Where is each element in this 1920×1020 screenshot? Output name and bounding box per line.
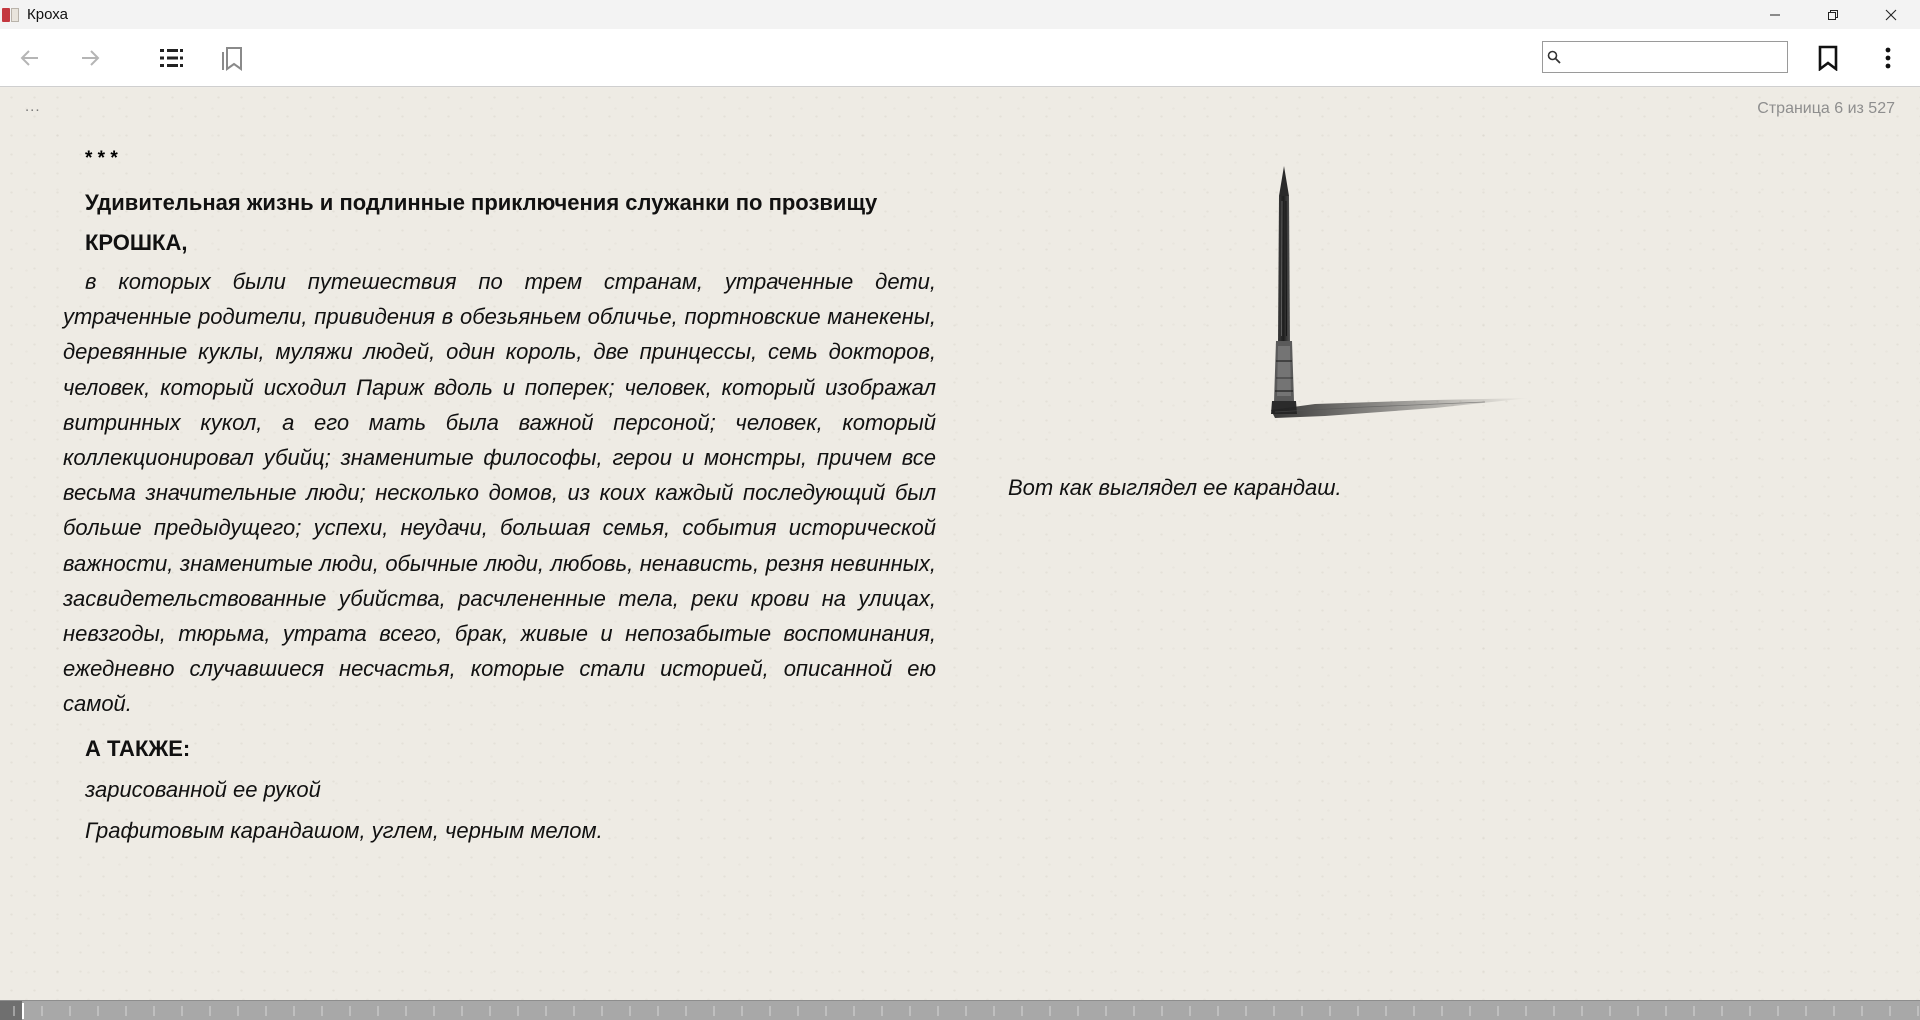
chapter-breadcrumb[interactable]: ... (25, 98, 41, 115)
add-bookmark-button[interactable] (1808, 38, 1848, 78)
progress-marker[interactable] (22, 1003, 24, 1019)
close-button[interactable] (1862, 0, 1920, 29)
bookmarks-list-button[interactable] (212, 38, 252, 78)
restore-icon (1827, 9, 1839, 21)
table-of-contents-button[interactable] (152, 38, 192, 78)
title-bar (0, 0, 1920, 29)
back-button[interactable] (10, 38, 50, 78)
bookmarks-list-icon (219, 45, 245, 71)
window-controls (1746, 0, 1920, 29)
toolbar (0, 29, 1920, 87)
minimize-button[interactable] (1746, 0, 1804, 29)
app-book-icon (2, 8, 20, 22)
window-title: Кроха (27, 6, 68, 23)
page-indicator: Страница 6 из 527 (1757, 100, 1895, 117)
search-input[interactable] (1565, 43, 1787, 71)
more-vertical-icon (1884, 46, 1892, 70)
reading-progress-bar[interactable] (0, 1000, 1920, 1020)
book-title-name: КРОШКА, (85, 230, 188, 255)
reading-area[interactable] (0, 88, 1920, 1000)
description-paragraph: в которых были путешествия по трем странам, утраченные дети, утраченные родители, привидения в обезьяньем обличье, портновские манекены, деревянные куклы, муляжи людей, один король, две принцессы, семь докторов, человек, который исходил Париж вдоль и поперек; человек, который изображал витринных кукол, а его мать была важной персоной; человек, который коллекционировал убийц; знаменитые философы, герои и монстры, причем все весьма значительные люди; несколько домов, из коих каждый последующий был больше предыдущего; успехи, неудачи, большая семья, события исторической важности, знаменитые люди, обычные люди, любовь, ненависть, резня невинных, засвидетельствованные убийства, расчлененные тела, реки крови на улицах, невзгоды, тюрьма, утрата всего, брак, живые и непозабытые воспоминания, ежедневно случавшиеся несчастья, которые стали историей, описанной ею самой. (63, 269, 936, 717)
restore-button[interactable] (1804, 0, 1862, 29)
search-field[interactable] (1542, 41, 1788, 73)
close-icon (1885, 9, 1897, 21)
minimize-icon (1769, 9, 1781, 21)
arrow-left-icon (18, 46, 42, 70)
also-heading: А ТАКЖЕ: (85, 735, 191, 761)
more-menu-button[interactable] (1868, 38, 1908, 78)
drawn-by-line: зарисованной ее рукой (85, 776, 321, 802)
illustration-caption: Вот как выглядел ее карандаш. (1008, 475, 1342, 500)
chapter-ticks (0, 1001, 1920, 1020)
text-column (63, 143, 936, 851)
pencil-drawing (1245, 166, 1545, 486)
forward-button[interactable] (70, 38, 110, 78)
table-of-contents-icon (159, 46, 185, 70)
book-title-line: Удивительная жизнь и подлинные приключения служанки по прозвищу (85, 190, 878, 215)
materials-line: Графитовым карандашом, углем, черным мелом. (85, 817, 603, 843)
search-icon (1543, 43, 1565, 71)
arrow-right-icon (78, 46, 102, 70)
bookmark-icon (1817, 45, 1839, 71)
section-separator: * * * (85, 148, 118, 169)
illustration-column (1000, 166, 1800, 526)
